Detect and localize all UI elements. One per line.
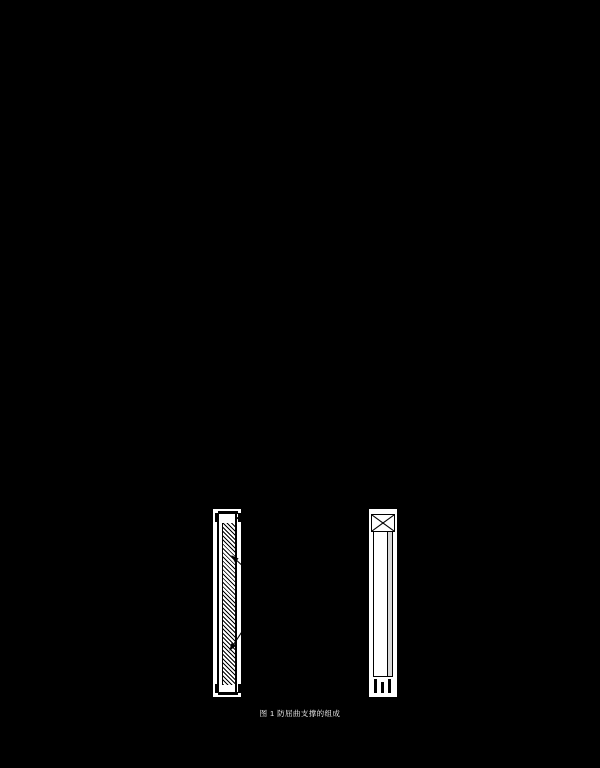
figure-label-unbonded-material: 无粘结材料: [248, 619, 287, 628]
restraint-top-end-plate: [371, 514, 395, 532]
figure-bracing-composition: [202, 508, 398, 698]
core-bottom-cap: [218, 692, 238, 695]
core-hatched-section: [222, 523, 236, 685]
figure-right-restraint-member: [368, 508, 398, 698]
figure-label-outer-restraint: 外围约束构件: [258, 679, 305, 688]
restraint-leg-right: [388, 679, 391, 693]
figure-caption: 图 1 防屈曲支撑的组成: [259, 709, 341, 718]
restraint-leg-middle: [381, 682, 384, 693]
restraint-leg-left: [374, 679, 377, 693]
figure-label-inner-core: 内核构件: [248, 567, 280, 576]
core-web-left: [217, 513, 219, 693]
restraint-casing-body: [373, 531, 393, 677]
figure-label-inner-material: 内填材料: [286, 517, 318, 526]
end-plate-cross-icon: [372, 515, 394, 531]
restraint-bottom-legs: [374, 677, 392, 693]
restraint-casing-side-face: [387, 532, 392, 676]
figure-left-core-member: [212, 508, 242, 698]
